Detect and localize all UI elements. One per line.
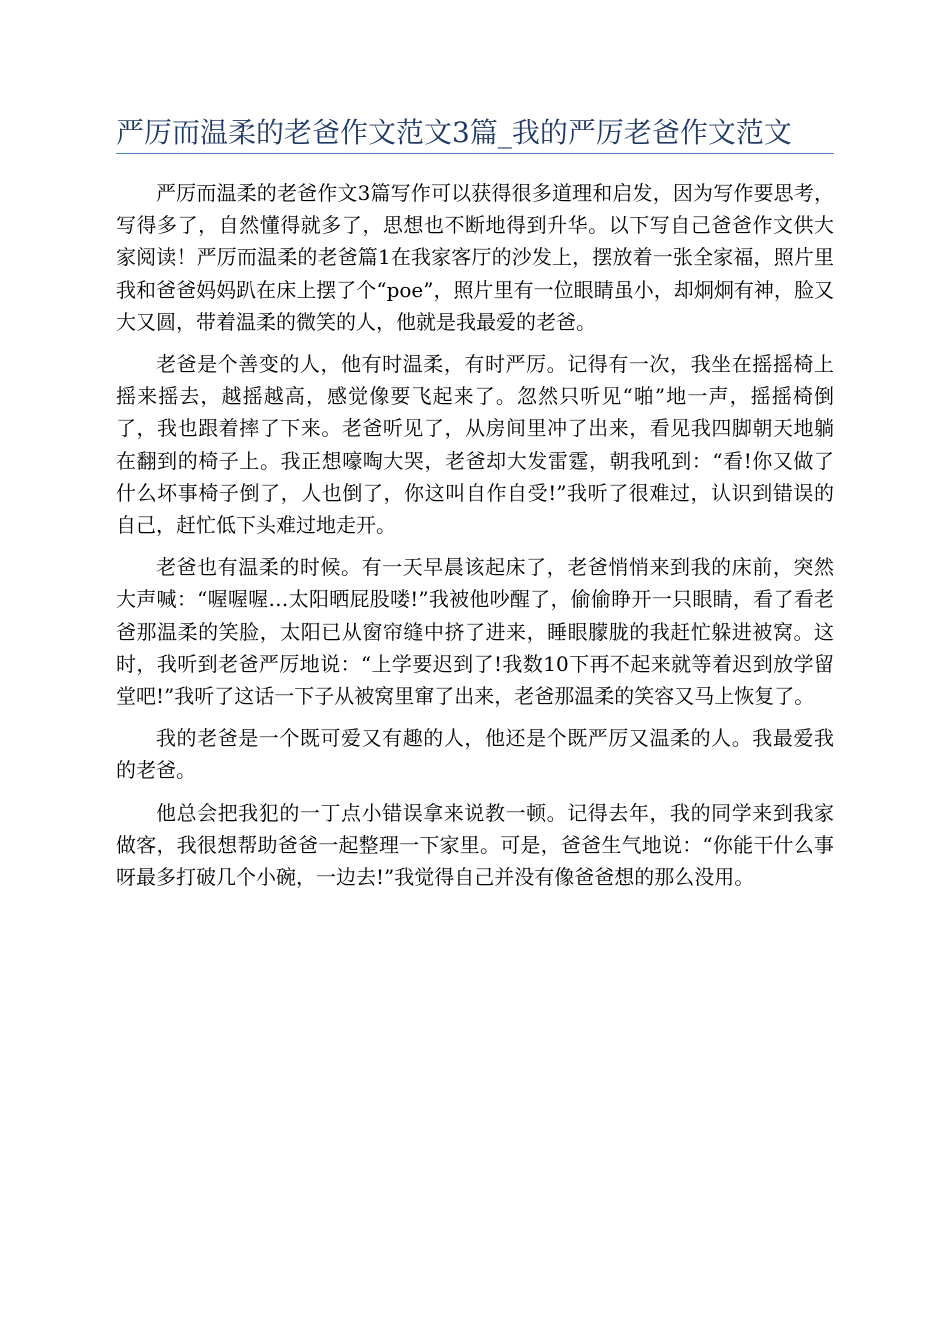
title-underline — [116, 153, 834, 154]
document-title: 严厉而温柔的老爸作文范文3篇_我的严厉老爸作文范文 — [116, 116, 792, 149]
document-body — [116, 177, 834, 903]
paragraph-2: 老爸是个善变的人，他有时温柔，有时严厉。记得有一次，我坐在摇摇椅上摇来摇去，越摇越高，感觉像要飞起来了。忽然只听见“啪”地一声，摇摇椅倒了，我也跟着摔了下来。老爸听见了，从房间里冲了出来，看见我四脚朝天地躺在翻到的椅子上。我正想嚎啕大哭，老爸却大发雷霆，朝我吼到：“看!你又做了什么坏事椅子倒了，人也倒了，你这叫自作自受!”我听了很难过，认识到错误的自己，赶忙低下头难过地走开。 — [116, 352, 834, 538]
paragraph-3: 老爸也有温柔的时候。有一天早晨该起床了，老爸悄悄来到我的床前，突然大声喊：“喔喔喔…太阳晒屁股喽!”我被他吵醒了，偷偷睁开一只眼睛，看了看老爸那温柔的笑脸，太阳已从窗帘缝中挤了进来，睡眼朦胧的我赶忙躲进被窝。这时，我听到老爸严厉地说：“上学要迟到了!我数10下再不起来就等着迟到放学留堂吧!”我听了这话一下子从被窝里窜了出来，老爸那温柔的笑容又马上恢复了。 — [116, 555, 834, 709]
paragraph-5: 他总会把我犯的一丁点小错误拿来说教一顿。记得去年，我的同学来到我家做客，我很想帮助爸爸一起整理一下家里。可是，爸爸生气地说：“你能干什么事呀最多打破几个小碗，一边去!”我觉得自己并没有像爸爸想的那么没用。 — [116, 800, 834, 890]
paragraph-1: 严厉而温柔的老爸作文3篇写作可以获得很多道理和启发，因为写作要思考，写得多了，自然懂得就多了，思想也不断地得到升华。以下写自己爸爸作文供大家阅读！严厉而温柔的老爸篇1在我家客厅的沙发上，摆放着一张全家福，照片里我和爸爸妈妈趴在床上摆了个“poe”，照片里有一位眼睛虽小，却炯炯有神，脸又大又圆，带着温柔的微笑的人，他就是我最爱的老爸。 — [116, 181, 834, 334]
paragraph-4: 我的老爸是一个既可爱又有趣的人，他还是个既严厉又温柔的人。我最爱我的老爸。 — [116, 726, 834, 783]
